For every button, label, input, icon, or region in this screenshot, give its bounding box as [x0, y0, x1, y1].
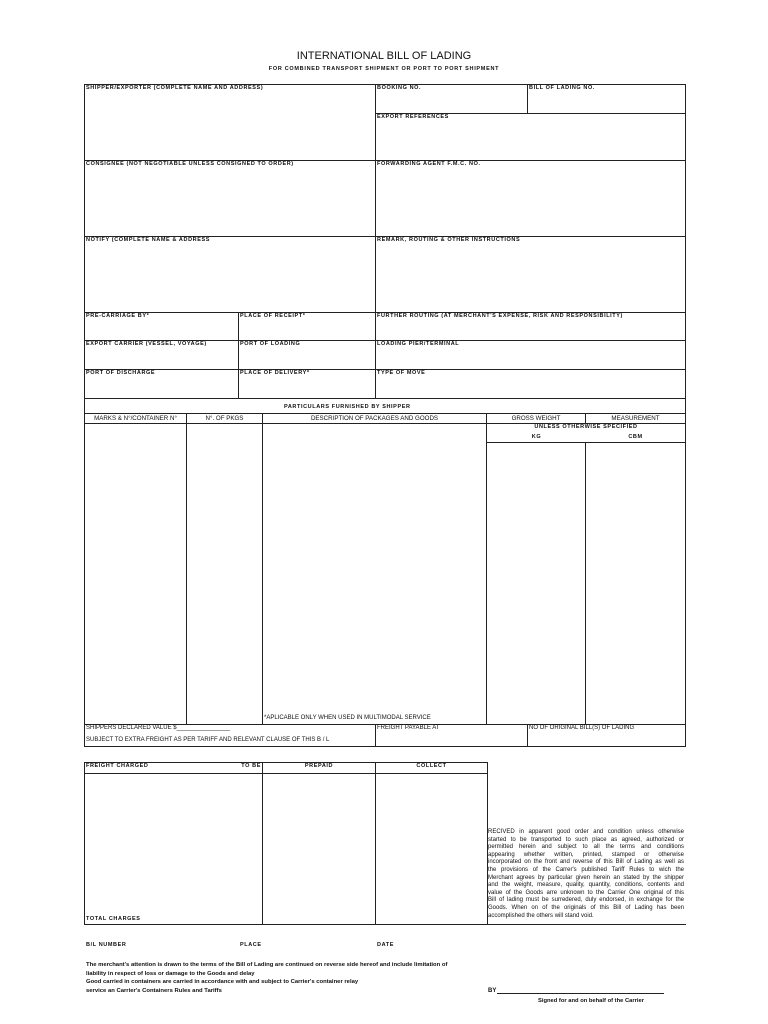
- notice-line: The merchant's attention is drawn to the terms of the Bill of Lading are continued on reverse side hereof and include limitation of: [86, 962, 448, 968]
- remark-routing-label: REMARK, ROUTING & OTHER INSTRUCTIONS: [377, 237, 521, 243]
- consignee-label: CONSIGNEE (NOT NEGOTIABLE UNLESS CONSIGNED TO ORDER): [86, 161, 294, 167]
- further-routing-field: [375, 312, 686, 341]
- bill-of-lading-no-field: [527, 84, 686, 114]
- terms-line: permitted herein and subject to all the terms and conditions: [488, 844, 684, 851]
- unit-note: UNLESS OTHERWISE SPECIFIED: [534, 424, 638, 430]
- multimodal-footnote: *APLICABLE ONLY WHEN USED IN MULTIMODAL SERVICE: [264, 715, 431, 721]
- measure-unit: CBM: [628, 434, 643, 440]
- booking-no-field: [375, 84, 528, 114]
- collect-body: [375, 773, 488, 925]
- export-references-field: [375, 113, 686, 161]
- place-label: PLACE: [240, 942, 262, 948]
- terms-line: value of the Goods arre unknown to the Carrier One original of this: [488, 889, 684, 896]
- packages-column-body: [186, 423, 263, 725]
- weight-unit: KG: [531, 434, 542, 440]
- prepaid-label: PREPAID: [304, 763, 334, 769]
- place-of-delivery-field: [238, 369, 376, 399]
- terms-paragraph: [487, 829, 686, 925]
- port-of-loading-label: PORT OF LOADING: [240, 341, 301, 347]
- measurement-column-body: [585, 442, 686, 725]
- export-carrier-field: [84, 340, 239, 370]
- gross-weight-column-label: GROSS WEIGHT: [511, 415, 561, 422]
- terms-line: Goods. When on of the originals of this Bill of Lading has been: [488, 904, 684, 911]
- terms-line: Bill of lading must be surredered, duly endorsed, in exchange for the: [488, 897, 684, 904]
- port-of-discharge-label: PORT OF DISCHARGE: [86, 370, 156, 376]
- freight-charged-label: FREIGHT CHARGED: [86, 763, 149, 769]
- remark-routing-field: [375, 236, 686, 313]
- prepaid-body: [262, 773, 376, 925]
- freight-payable-label: FREIGHT PAYABLE AT: [377, 725, 440, 731]
- freight-payable-field: [375, 724, 528, 747]
- shipper-exporter-label: SHIPPER/EXPORTER (COMPLETE NAME AND ADDRESS): [86, 85, 264, 91]
- signed-for-carrier-label: Signed for and on behalf of the Carrier: [538, 998, 644, 1004]
- notify-field: [84, 236, 376, 313]
- place-of-receipt-label: PLACE OF RECEIPT*: [240, 313, 306, 319]
- loading-pier-label: LOADING PIER/TERMINAL: [377, 341, 460, 347]
- original-bills-label: NO OF ORIGINAL BILL(S) OF LADING: [529, 725, 635, 731]
- document-title: INTERNATIONAL BILL OF LADING: [296, 50, 472, 62]
- date-label: DATE: [377, 942, 394, 948]
- export-carrier-label: EXPORT CARRIER (VESSEL, VOYAGE): [86, 341, 207, 347]
- terms-line: RECIVED in apparent good order and condition unless otherwise: [488, 829, 684, 835]
- terms-line: Merchant agrees by particular given herein an stated by the shipper: [488, 874, 684, 881]
- pre-carriage-label: PRE-CARRIAGE BY*: [86, 313, 150, 319]
- marks-column-label: MARKS & N°/CONTAINER N°: [94, 415, 177, 422]
- bl-number-label: B/L NUMBER: [86, 942, 127, 948]
- bill-of-lading-no-label: BILL OF LADING NO.: [529, 85, 596, 91]
- document-subtitle: FOR COMBINED TRANSPORT SHIPMENT OR PORT TO PORT SHIPMENT: [268, 66, 500, 72]
- signature-line: [497, 993, 664, 994]
- collect-label: COLLECT: [416, 763, 447, 769]
- gross-weight-column-body: [486, 442, 586, 725]
- port-of-discharge-field: [84, 369, 239, 399]
- notice-line: liability in respect of loss or damage to the Goods and delay: [86, 970, 255, 977]
- booking-no-label: BOOKING NO.: [377, 85, 422, 91]
- forwarding-agent-field: [375, 160, 686, 237]
- shipper-exporter-field: [84, 84, 376, 161]
- freight-charged-body: [84, 773, 263, 925]
- type-of-move-label: TYPE OF MOVE: [377, 370, 426, 376]
- terms-line: incorporated on the front and reverse of this Bill of Lading as well as: [488, 859, 684, 866]
- notice-line: Good carried in containers are carried in accordance with and subject to Carrier's container relay: [86, 979, 359, 986]
- loading-pier-field: [375, 340, 686, 370]
- notice-line: service an Carrier's Containers Rules and Tariffs: [86, 988, 222, 995]
- place-of-receipt-field: [238, 312, 376, 341]
- notify-label: NOTIFY (COMPLETE NAME & ADDRESS: [86, 237, 211, 243]
- terms-line: the provisions of the Carrer's published Tariff Rules to wich the: [488, 866, 684, 873]
- terms-line: started to be transported to such place as agreed, authorized or: [488, 836, 684, 843]
- original-bills-field: [527, 724, 686, 747]
- measurement-column-label: MEASUREMENT: [611, 415, 660, 422]
- to-be-label: TO BE: [241, 763, 261, 769]
- by-label: BY: [488, 988, 497, 994]
- extra-freight-note: SUBJECT TO EXTRA FREIGHT AS PER TARIFF AND RELEVANT CLAUSE OF THIS B / L: [86, 737, 330, 743]
- packages-column-label: N°. OF PKGS: [205, 415, 244, 422]
- description-column-label: DESCRIPTION OF PACKAGES AND GOODS: [310, 415, 439, 422]
- type-of-move-field: [375, 369, 686, 399]
- terms-line: appearing whether written, printed, stamped or otherwise: [488, 851, 684, 858]
- declared-value-label: SHIPPERS DECLARED VALUE $________________: [86, 725, 230, 731]
- declared-value-field: [84, 724, 376, 747]
- particulars-heading: PARTICULARS FURNISHED BY SHIPPER: [284, 404, 411, 410]
- consignee-field: [84, 160, 376, 237]
- description-column-body: [262, 423, 487, 725]
- terms-line: and the weight, measure, quality, quantity, conditions, contents and: [488, 882, 684, 889]
- terms-line: accomplished the others will stand void.: [488, 912, 594, 919]
- place-of-delivery-label: PLACE OF DELIVERY*: [240, 370, 310, 376]
- units-header: [486, 423, 686, 443]
- particulars-heading-row: [84, 398, 686, 414]
- marks-column-body: [84, 423, 187, 725]
- pre-carriage-field: [84, 312, 239, 341]
- total-charges-label: TOTAL CHARGES: [86, 916, 141, 922]
- forwarding-agent-label: FORWARDING AGENT F.M.C. NO.: [377, 161, 481, 167]
- merchant-notice: [86, 961, 506, 996]
- further-routing-label: FURTHER ROUTING (AT MERCHANT'S EXPENSE, RISK AND RESPONSIBILITY): [377, 313, 623, 319]
- export-references-label: EXPORT REFERENCES: [377, 114, 449, 120]
- port-of-loading-field: [238, 340, 376, 370]
